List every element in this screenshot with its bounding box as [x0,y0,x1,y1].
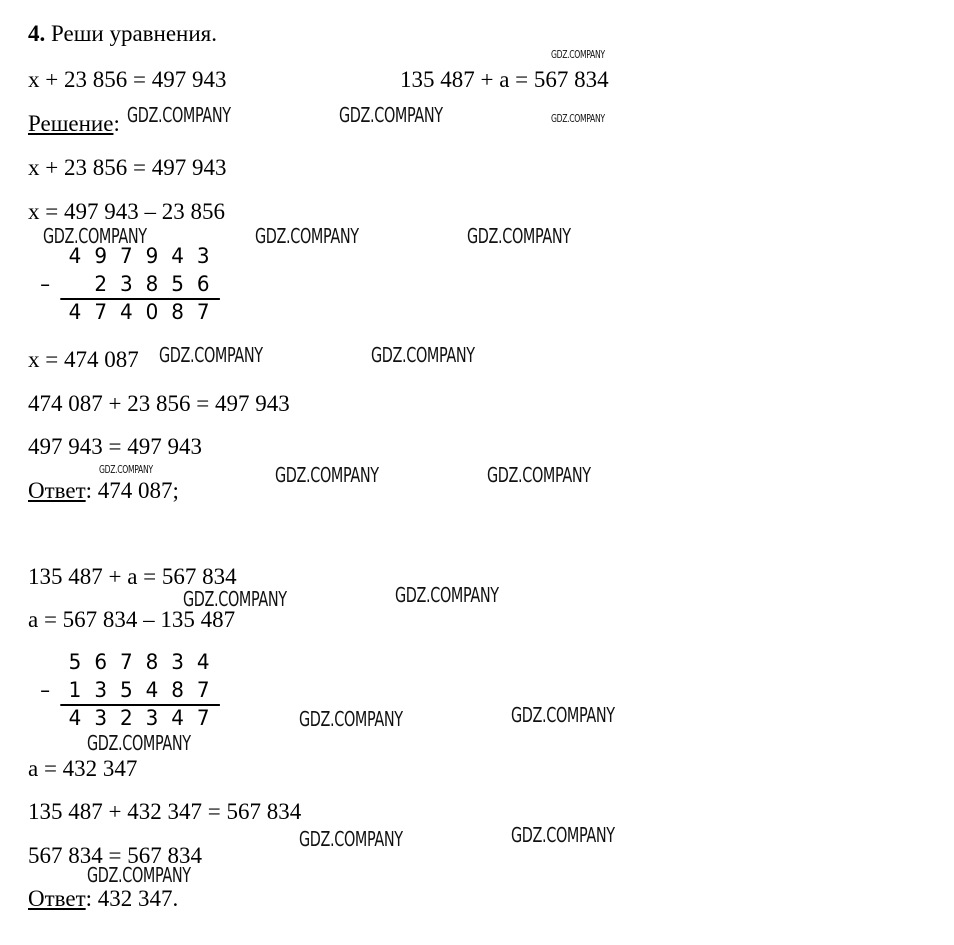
task-heading [28,21,217,47]
sum-rule [60,704,220,706]
p2-column-bottom-row [28,676,218,704]
task-instruction: Реши уравнения. [51,21,217,46]
watermark: GDZ.COMPANY [87,731,191,755]
digit: 3 [171,650,184,674]
p1-answer [28,478,179,504]
digit: 4 [145,678,159,702]
p1-column-result-row [28,298,218,326]
p2-check-1: 135 487 + 432 347 = 567 834 [28,799,302,824]
digit: 5 [171,272,184,296]
p1-column-bottom-row [28,270,218,298]
watermark: GDZ.COMPANY [511,703,615,727]
digit: 1 [68,678,82,702]
digit: 0 [145,300,159,324]
watermark: GDZ.COMPANY [371,343,475,367]
digit: 8 [171,678,184,702]
digit: 4 [171,244,184,268]
watermark: GDZ.COMPANY [299,827,403,851]
watermark: GDZ.COMPANY [395,583,499,607]
digit: 6 [196,272,210,296]
watermark: GDZ.COMPANY [127,103,231,127]
p2-result: a = 432 347 [28,756,138,781]
digit: 6 [94,650,108,674]
digit: 3 [196,244,210,268]
p1-result: x = 474 087 [28,347,139,372]
digit: 2 [119,706,133,730]
watermark: GDZ.COMPANY [43,224,147,248]
p1-step-1: x + 23 856 = 497 943 [28,155,227,180]
digit: 8 [171,300,184,324]
p2-answer [28,886,178,912]
watermark: GDZ.COMPANY [275,463,379,487]
digit: 7 [196,706,210,730]
digit: 4 [119,300,133,324]
equation-1: x + 23 856 = 497 943 [28,67,227,92]
task-number: 4. [28,21,46,46]
p2-check-2: 567 834 = 567 834 [28,843,202,868]
watermark: GDZ.COMPANY [99,463,153,476]
digit: 3 [145,706,159,730]
p1-step-2: x = 497 943 – 23 856 [28,199,225,224]
p2-column-result-row [28,704,218,732]
answer-value: : 474 087; [85,478,179,503]
watermark: GDZ.COMPANY [339,103,443,127]
digit [62,270,88,298]
watermark: GDZ.COMPANY [255,224,359,248]
digit: 2 [94,272,108,296]
solution-label-line [28,111,120,137]
digit: 4 [196,650,210,674]
digit: 7 [196,678,210,702]
sum-rule [60,298,220,300]
minus-sign: – [40,272,51,296]
digit: 7 [94,300,108,324]
digit: 8 [145,650,159,674]
watermark: GDZ.COMPANY [467,224,571,248]
equation-2: 135 487 + a = 567 834 [400,67,609,92]
answer-label: Ответ [28,478,86,503]
watermark: GDZ.COMPANY [159,343,263,367]
answer-value: : 432 347. [85,886,179,911]
digit: 4 [171,706,184,730]
watermark: GDZ.COMPANY [299,707,403,731]
p2-step-1: 135 487 + a = 567 834 [28,564,237,589]
watermark: GDZ.COMPANY [487,463,591,487]
watermark: GDZ.COMPANY [551,48,605,61]
digit: 7 [119,244,133,268]
p1-check-1: 474 087 + 23 856 = 497 943 [28,391,290,416]
digit: 3 [94,706,108,730]
p2-step-2: a = 567 834 – 135 487 [28,607,236,632]
digit: 4 [68,706,82,730]
digit: 4 [68,244,82,268]
p2-column-subtraction [28,648,218,732]
solution-colon: : [113,111,120,136]
digit: 9 [145,244,159,268]
watermark: GDZ.COMPANY [87,863,191,887]
digit: 3 [94,678,108,702]
digit: 5 [119,678,133,702]
watermark: GDZ.COMPANY [511,823,615,847]
p1-column-subtraction [28,242,218,326]
digit: 9 [94,244,108,268]
solution-label: Решение [28,111,114,136]
answer-label: Ответ [28,886,86,911]
digit: 4 [68,300,82,324]
digit: 7 [119,650,133,674]
p2-column-top-row [28,648,218,676]
digit: 5 [68,650,82,674]
watermark: GDZ.COMPANY [551,112,605,125]
p1-check-2: 497 943 = 497 943 [28,434,202,459]
minus-sign: – [40,678,51,702]
digit: 7 [196,300,210,324]
watermark: GDZ.COMPANY [183,587,287,611]
digit: 3 [119,272,133,296]
digit: 8 [145,272,159,296]
